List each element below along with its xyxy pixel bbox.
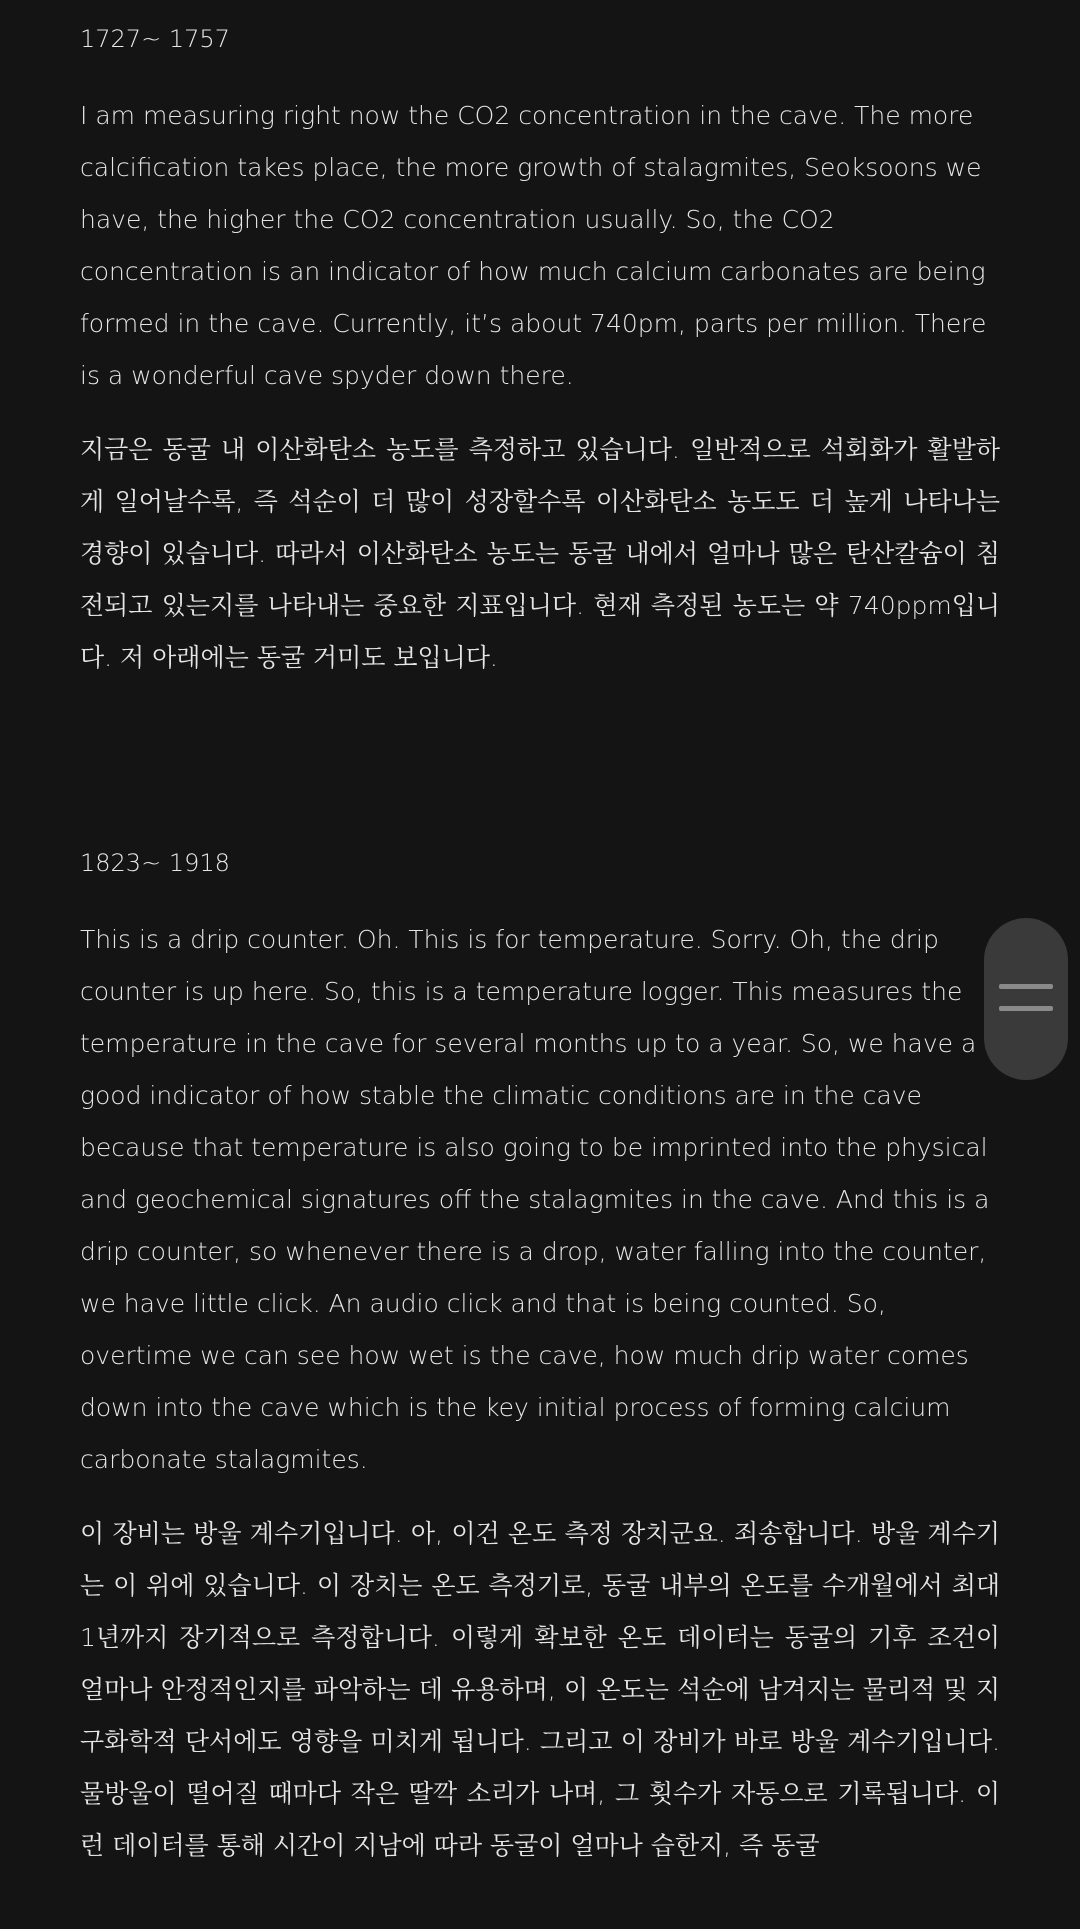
- korean-paragraph: 지금은 동굴 내 이산화탄소 농도를 측정하고 있습니다. 일반적으로 석회화가 활발하게 일어날수록, 즉 석순이 더 많이 성장할수록 이산화탄소 농도도 더 높게 나타나는 경향이 있습니다. 따라서 이산화탄소 농도는 동굴 내에서 얼마나 많은 탄산칼슘이 침전되고 있는지를 나타내는 중요한 지표입니다. 현재 측정된 농도는 약 740ppm입니다. 저 아래에는 동굴 거미도 보입니다.: [80, 435, 1000, 672]
- english-paragraph: This is a drip counter. Oh. This is for temperature. Sorry. Oh, the drip counter is up here. So, this is a temperature logger. This measures the temperature in the cave for several months up to a year. So, we have a good indicator of how stable the climatic conditions are in the cave because that temperature is also going to be imprinted into the physical and geochemical signatures off the stalagmites in the cave. And this is a drip counter, so whenever there is a drop, water falling into the counter, we have little click. An audio click and that is being counted. So, overtime we can see how wet is the cave, how much drip water comes down into the cave which is the key initial process of forming calcium carbonate stalagmites.: [80, 925, 990, 1474]
- timestamp: 1727~ 1757: [80, 25, 230, 53]
- english-paragraph: I am measuring right now the CO2 concentration in the cave. The more calcification takes place, the more growth of stalagmites, Seoksoons we have, the higher the CO2 concentration usually. So, the CO2 concentration is an indicator of how much calcium carbonates are being formed in the cave. Currently, it’s about 740pm, parts per million. There is a wonderful cave spyder down there.: [80, 101, 987, 390]
- korean-paragraph: 이 장비는 방울 계수기입니다. 아, 이건 온도 측정 장치군요. 죄송합니다. 방울 계수기는 이 위에 있습니다. 이 장치는 온도 측정기로, 동굴 내부의 온도를 수개월에서 최대 1년까지 장기적으로 측정합니다. 이렇게 확보한 온도 데이터는 동굴의 기후 조건이 얼마나 안정적인지를 파악하는 데 유용하며, 이 온도는 석순에 남겨지는 물리적 및 지구화학적 단서에도 영향을 미치게 됩니다. 그리고 이 장비가 바로 방울 계수기입니다. 물방울이 떨어질 때마다 작은 딸깍 소리가 나며, 그 횟수가 자동으로 기록됩니다. 이런 데이터를 통해 시간이 지남에 따라 동굴이 얼마나 습한지, 즉 동굴: [80, 1519, 1000, 1860]
- timestamp: 1823~ 1918: [80, 849, 230, 877]
- scroll-handle[interactable]: [984, 918, 1068, 1080]
